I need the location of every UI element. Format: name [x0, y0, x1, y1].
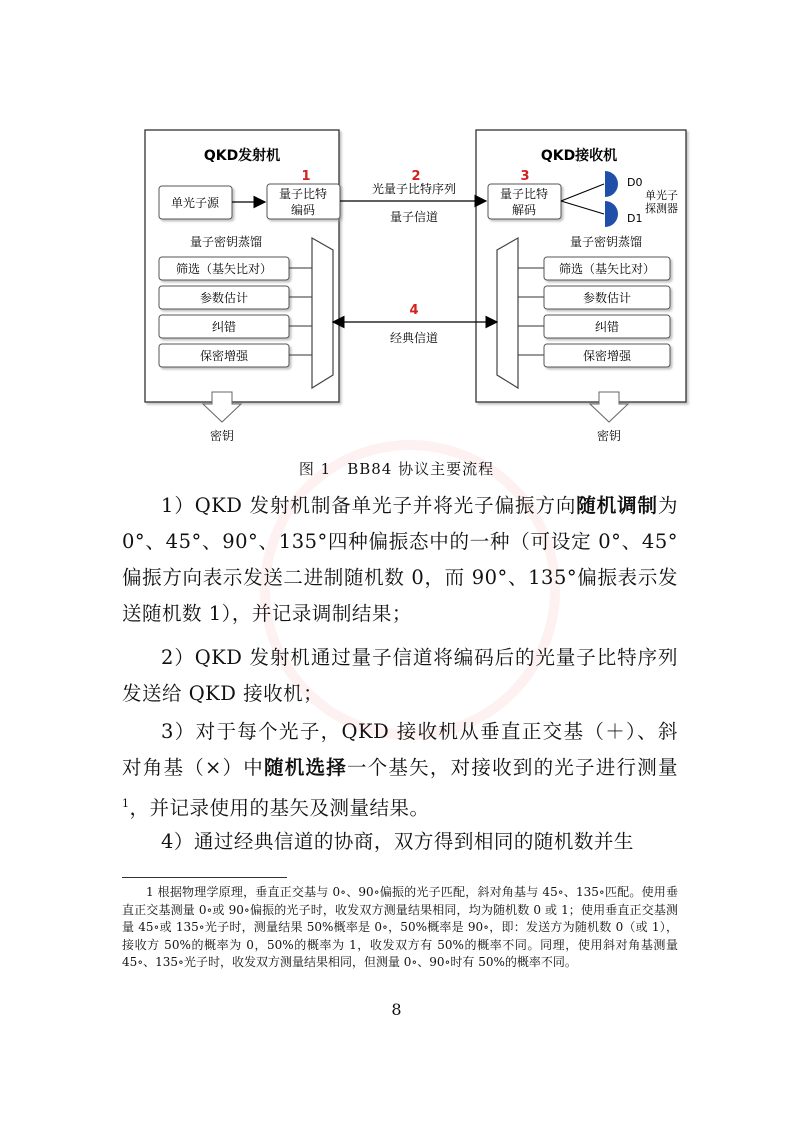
step-label-right-0: 筛选（基矢比对）: [558, 262, 656, 276]
footnote-ref: 1: [122, 797, 130, 810]
qubit-encode-line2: 编码: [290, 203, 316, 217]
distill-label-right: 量子密钥蒸馏: [570, 235, 643, 249]
step-label-left-0: 筛选（基矢比对）: [175, 262, 273, 276]
step-label-left-2: 纠错: [211, 320, 237, 334]
classical-channel-label: 经典信道: [389, 331, 439, 345]
step-label-right-1: 参数估计: [582, 291, 632, 305]
step-label-right-2: 纠错: [594, 320, 620, 334]
figure-caption: 图 1 BB84 协议主要流程: [298, 460, 495, 478]
footnote-separator: [122, 877, 287, 878]
step-label-left-3: 保密增强: [199, 349, 249, 363]
detector-label-line1: 单光子: [645, 189, 678, 202]
qubit-encode-line1: 量子比特: [278, 187, 328, 201]
bb84-flow-diagram: [0, 0, 793, 460]
key-label-right: 密钥: [596, 429, 622, 443]
bold-random-select: 随机选择: [264, 756, 347, 779]
qubit-decode-line1: 量子比特: [499, 187, 549, 201]
paragraph-2: 2）QKD 发射机通过量子信道将编码后的光量子比特序列发送给 QKD 接收机；: [122, 646, 678, 705]
receiver-title: QKD接收机: [540, 148, 618, 164]
step-label-right-3: 保密增强: [582, 349, 632, 363]
key-label-left: 密钥: [209, 429, 235, 443]
step-number-3: 3: [520, 169, 530, 184]
step-number-4: 4: [409, 303, 419, 318]
detector-d0-label: D0: [627, 176, 643, 189]
mux-left: [312, 238, 333, 388]
step-number-1: 1: [301, 169, 311, 184]
detector-d1-label: D1: [627, 212, 643, 225]
paragraph-1: 1）QKD 发射机制备单光子并将光子偏振方向随机调制为 0°、45°、90°、135°四种偏振态中的一种（可设定 0°、45°偏振方向表示发送二进制随机数 0，而 90°、135°偏振表示发送随机数 1），并记录调制结果；: [122, 494, 678, 625]
qubit-decode-line2: 解码: [511, 203, 537, 217]
mux-right: [497, 238, 518, 388]
paragraph-3: 3）对于每个光子，QKD 接收机从垂直正交基（＋）、斜对角基（×）中随机选择一个基矢，对接收到的光子进行测量$^1$，并记录使用的基矢及测量结果。: [122, 720, 678, 820]
paragraph-4: 4）通过经典信道的协商，双方得到相同的随机数并生: [161, 830, 634, 853]
step-label-left-1: 参数估计: [199, 291, 249, 305]
sender-title: QKD发射机: [203, 148, 281, 164]
detector-label-line2: 探测器: [645, 202, 678, 215]
distill-label-left: 量子密钥蒸馏: [190, 235, 263, 249]
single-photon-source-label: 单光子源: [170, 196, 220, 210]
footnote: 1 根据物理学原理，垂直正交基与 0∘、90∘偏振的光子匹配，斜对角基与 45∘、135∘匹配。使用垂直正交基测量 0∘或 90∘偏振的光子时，收发双方测量结果相同，均为随机数 0 或 1；使用垂直正交基测量 45∘或 135∘光子时，测量结果 50%概率是 0∘，50%概率是 90∘，即：发送方为随机数 0（或 1），接收方 50%的概率为 0，50%的概率为 1，收发双方有 50%的概率不同。同理，使用斜对角基测量 45∘、135∘光子时，收发双方测量结果相同，但测量 0∘、90∘时有 50%的概率不同。: [122, 885, 678, 969]
quantum-channel-label: 量子信道: [389, 210, 439, 224]
bitstream-label: 光量子比特序列: [371, 182, 457, 196]
step-number-2: 2: [411, 169, 421, 184]
bold-random-modulation: 随机调制: [576, 494, 658, 517]
page-number: 8: [391, 1000, 402, 1019]
